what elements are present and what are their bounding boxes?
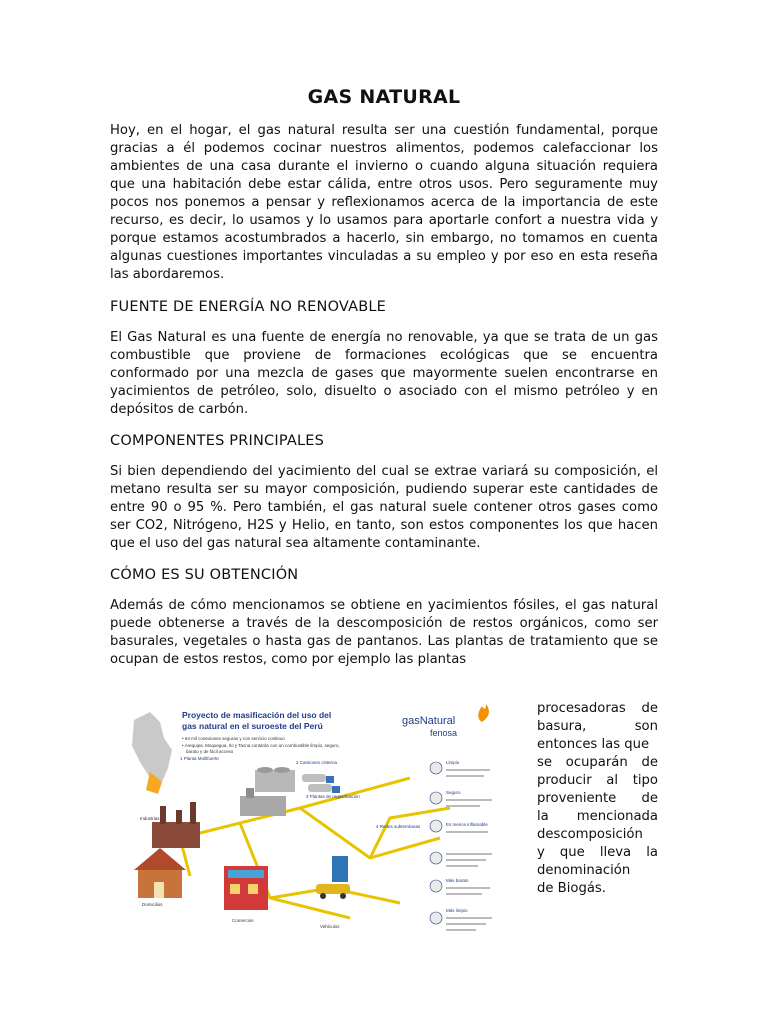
section-paragraph-fuente: El Gas Natural es una fuente de energía no renovable, ya que se trata de un gas combustible que proviene de formaciones ecológicas que se encuentra conformado por una mezcla de gases que mayormente suelen encontrarse en yacimientos de petróleo, solo, disuelto o asociado con el mismo petróleo y en depósitos de carbón. <box>110 330 658 417</box>
commerce-building-icon <box>224 866 268 910</box>
step-1-label: 1 Planta Multifuerte <box>180 756 219 761</box>
label-industrias: Industrias <box>140 816 160 821</box>
benefit-limpio-2: Más limpio <box>446 908 468 913</box>
brand-logo-sub: fenosa <box>430 728 458 738</box>
brand-logo-text: gasNatural <box>402 715 456 727</box>
wrapped-word: son <box>634 719 658 734</box>
wrapped-word: la <box>646 845 658 860</box>
wrapped-word: proveniente <box>537 791 617 806</box>
section-heading-fuente: FUENTE DE ENERGÍA NO RENOVABLE <box>110 299 387 315</box>
tanker-truck-icon <box>302 774 340 793</box>
house-icon <box>134 848 186 898</box>
wrapped-word: se <box>537 755 552 770</box>
gas-natural-infographic <box>120 698 508 940</box>
wrapped-line: denominación <box>537 863 631 878</box>
wrapped-line <box>537 790 658 808</box>
pipeline-network <box>180 778 450 918</box>
benefit-inflamable: Es menos inflamable <box>446 822 488 827</box>
infographic-svg <box>120 698 508 940</box>
section-heading-obtencion: CÓMO ES SU OBTENCIÓN <box>110 567 299 583</box>
figure-title-line2: gas natural en el suroeste del Perú <box>182 721 323 731</box>
wrapped-word: de <box>641 701 658 716</box>
wrapped-word: basura, <box>537 719 587 734</box>
benefit-icon-5 <box>430 880 442 892</box>
peru-map-icon <box>132 712 172 782</box>
lng-plant-icon <box>255 767 295 792</box>
wrapped-word: la <box>537 809 549 824</box>
wrapped-line: de Biogás. <box>537 881 606 896</box>
label-vehiculos: Vehículos <box>320 924 340 929</box>
document-page <box>110 84 658 669</box>
step-2-label: 2 Camiones cisterna <box>296 760 338 765</box>
wrapped-word: y <box>537 845 545 860</box>
wrapped-word: que <box>559 845 585 860</box>
wrapped-line <box>537 700 658 718</box>
wrapped-line: descomposición <box>537 827 643 842</box>
step-3-label: 3 Plantas de regasificación <box>306 794 360 799</box>
section-paragraph-obtencion: Además de cómo mencionamos se obtiene en yacimientos fósiles, el gas natural puede obtenerse a través de la descomposición de restos orgánicos, como ser basurales, vegetales o hasta gas de pantanos. Las plantas de tratamiento que se ocupan de estos restos, como por ejemplo las plantas <box>110 598 658 667</box>
section-heading-componentes: COMPONENTES PRINCIPALES <box>110 433 325 449</box>
benefit-icon-6 <box>430 912 442 924</box>
regasification-plant-icon <box>240 788 286 816</box>
benefits-column <box>430 760 492 930</box>
benefit-limpio: Limpio <box>446 760 460 765</box>
section-paragraph-componentes: Si bien dependiendo del yacimiento del cual se extrae variará su composición, el metano resulta ser su mayor composición, pudiendo superar este cantidades de entre 90 o 95 %. Pero también, el gas natural suele contener otros gases como ser CO2, Nitrógeno, H2S y Helio, en tanto, son estos componentes los que hacen que el uso del gas natural sea altamente contaminante. <box>110 464 658 551</box>
benefit-icon-2 <box>430 792 442 804</box>
wrapped-word: al <box>606 773 619 788</box>
figure-bullet-2b: barato y de fácil acceso <box>186 749 234 754</box>
industry-icon <box>152 802 200 848</box>
figure-title-line1: Proyecto de masificación del uso del <box>182 710 332 720</box>
wrapped-word: ocuparán <box>565 755 628 770</box>
wrapped-text-column <box>537 700 658 898</box>
wrapped-word: procesadoras <box>537 701 626 716</box>
benefit-barato: Más barato <box>446 878 469 883</box>
wrapped-word: lleva <box>599 845 632 860</box>
brand-flame-icon <box>478 704 489 722</box>
benefit-icon-4 <box>430 852 442 864</box>
step-4-label: 4 Redes subterráneas <box>376 824 421 829</box>
wrapped-word: de <box>641 791 658 806</box>
wrapped-line <box>537 808 658 826</box>
figure-bullet-1: • 64 mil conexiones seguras y con servicio continuo <box>182 736 285 741</box>
wrapped-word: de <box>641 755 658 770</box>
document-title: GAS NATURAL <box>307 86 461 108</box>
vehicle-station-icon <box>316 856 350 899</box>
wrapped-word: producir <box>537 773 592 788</box>
intro-paragraph: Hoy, en el hogar, el gas natural resulta ser una cuestión fundamental, porque gracias a él podemos cocinar nuestros alimentos, podemos calefaccionar los ambientes de una casa durante el invierno o cuando alguna situación requiera que una habitación debe estar cálida, entre otros usos. Pero seguramente muy pocos nos ponemos a pensar y reflexionamos acerca de la importancia de este recurso, es decir, lo usamos y lo usamos para aportarle confort a nuestra vida y porque estamos acostumbrados a hacerlo, sin embargo, no tomamos en cuenta algunas cuestiones importantes vinculadas a su empleo y por eso en esta reseña las abordaremos. <box>110 123 658 282</box>
wrapped-line <box>537 772 658 790</box>
wrapped-word: mencionada <box>576 809 658 824</box>
label-comercios: Comercios <box>232 918 254 923</box>
wrapped-line <box>537 718 658 736</box>
benefit-icon-3 <box>430 820 442 832</box>
wrapped-line <box>537 844 658 862</box>
benefit-seguro: Seguro <box>446 790 461 795</box>
wrapped-line <box>537 754 658 772</box>
benefit-icon-1 <box>430 762 442 774</box>
figure-bullet-2: • Arequipa, Moquegua, Ilo y Tacna contarán con un combustible limpio, seguro, <box>182 743 340 748</box>
wrapped-word: tipo <box>632 773 658 788</box>
label-domicilios: Domicilios <box>142 902 163 907</box>
wrapped-line: entonces las que <box>537 737 650 752</box>
